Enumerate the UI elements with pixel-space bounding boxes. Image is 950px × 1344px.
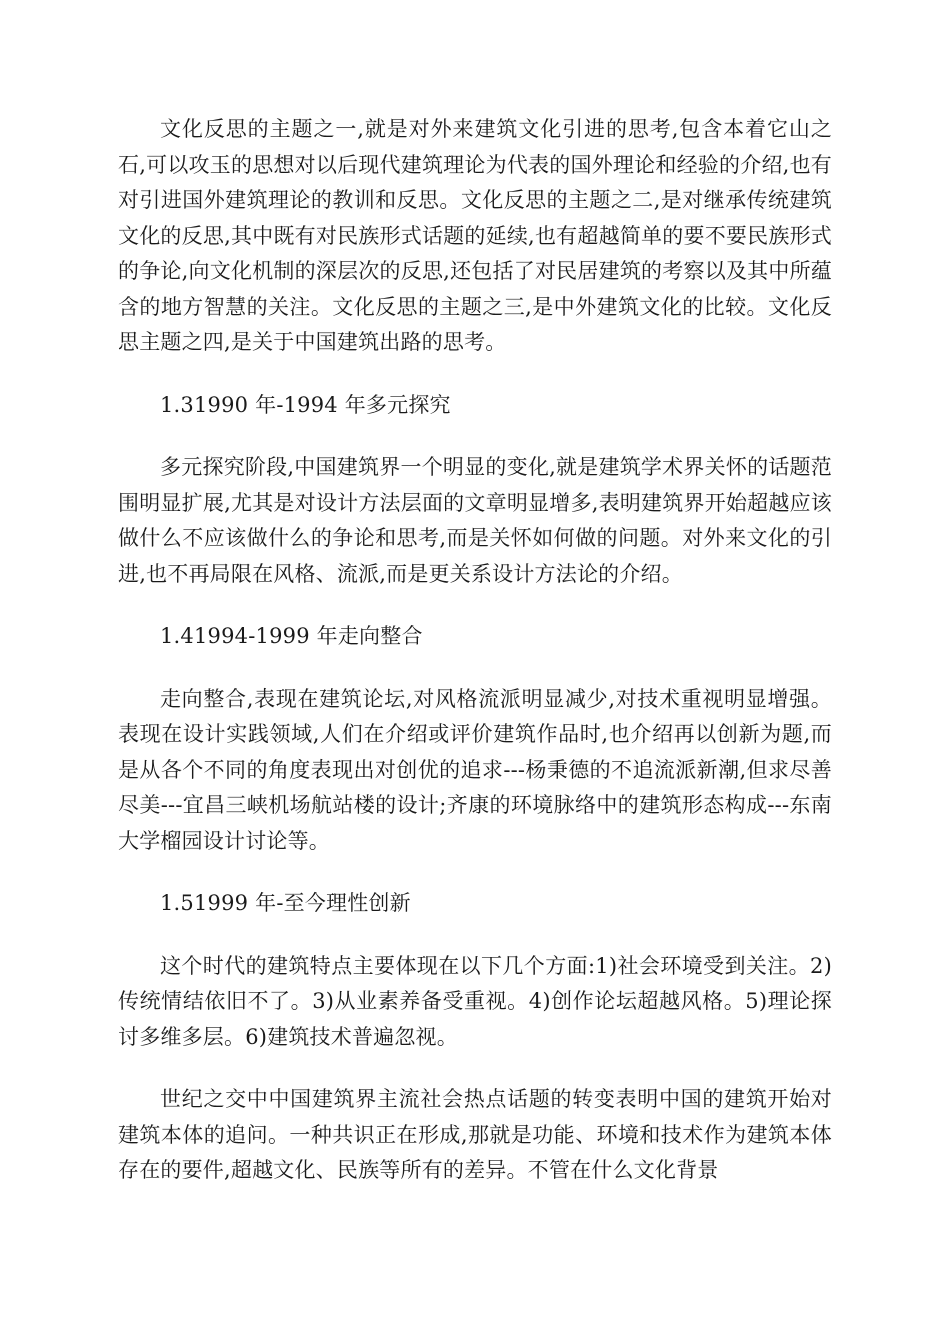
document-body [118, 112, 832, 1189]
paragraph-era-characteristics: 这个时代的建筑特点主要体现在以下几个方面:1)社会环境受到关注。2)传统情结依旧不了。3)从业素养备受重视。4)创作论坛超越风格。5)理论探讨多维多层。6)建筑技术普遍忽视。 [118, 953, 832, 1049]
paragraph-turn-of-century: 世纪之交中中国建筑界主流社会热点话题的转变表明中国的建筑开始对建筑本体的追问。一种共识正在形成,那就是功能、环境和技术作为建筑本体存在的要件,超越文化、民族等所有的差异。不管在什么文化背景 [118, 1087, 832, 1182]
paragraph-integration: 走向整合,表现在建筑论坛,对风格流派明显减少,对技术重视明显增强。表现在设计实践领域,人们在介绍或评价建筑作品时,也介绍再以创新为题,而是从各个不同的角度表现出对创优的追求---杨秉德的不追流派新潮,但求尽善尽美---宜昌三峡机场航站楼的设计;齐康的环境脉络中的建筑形态构成---东南大学榴园设计讨论等。 [118, 686, 832, 853]
section-heading-1-4: 1.41994-1999 年走向整合 [160, 624, 423, 648]
paragraph-pluralistic-exploration: 多元探究阶段,中国建筑界一个明显的变化,就是建筑学术界关怀的话题范围明显扩展,尤其是对设计方法层面的文章明显增多,表明建筑界开始超越应该做什么不应该做什么的争论和思考,而是关怀如何做的问题。对外来文化的引进,也不再局限在风格、流派,而是更关系设计方法论的介绍。 [118, 455, 832, 586]
section-heading-1-3: 1.31990 年-1994 年多元探究 [160, 392, 451, 417]
section-heading-1-5: 1.51999 年-至今理性创新 [160, 891, 411, 915]
paragraph-cultural-reflection: 文化反思的主题之一,就是对外来建筑文化引进的思考,包含本着它山之石,可以攻玉的思想对以后现代建筑理论为代表的国外理论和经验的介绍,也有对引进国外建筑理论的教训和反思。文化反思的主题之二,是对继承传统建筑文化的反思,其中既有对民族形式话题的延续,也有超越简单的要不要民族形式的争论,向文化机制的深层次的反思,还包括了对民居建筑的考察以及其中所蕴含的地方智慧的关注。文化反思的主题之三,是中外建筑文化的比较。文化反思主题之四,是关于中国建筑出路的思考。 [118, 117, 832, 354]
